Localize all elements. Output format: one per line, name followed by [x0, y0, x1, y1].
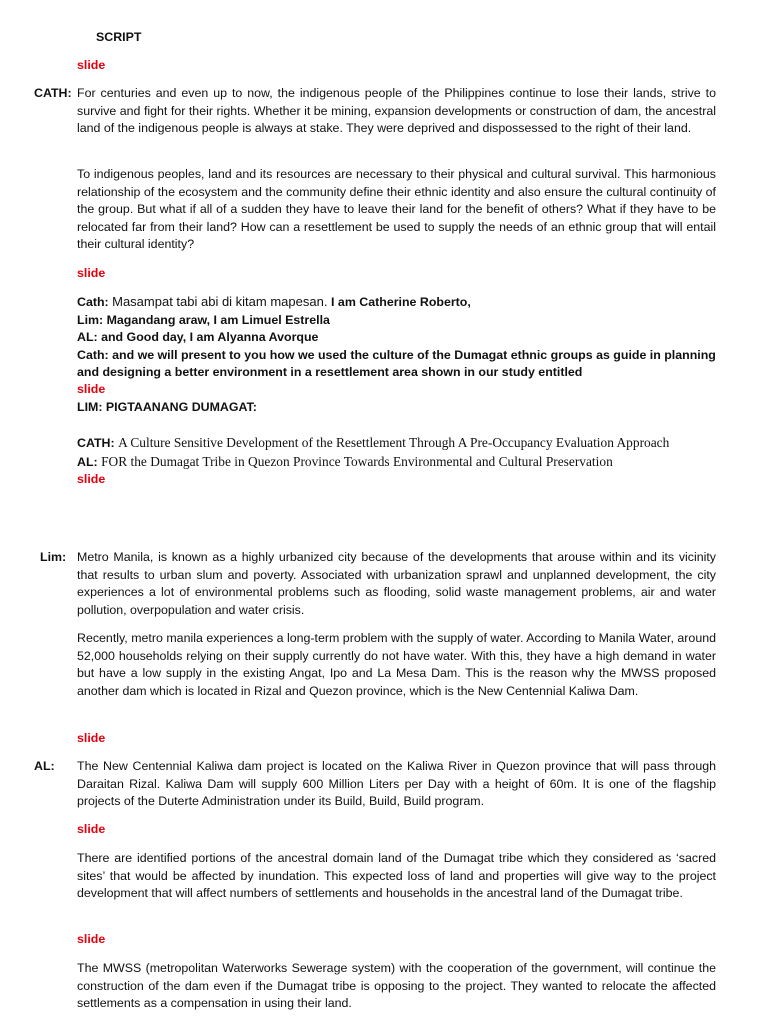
lim-title-line: LIM: PIGTAANANG DUMAGAT: — [77, 400, 257, 414]
slide-marker: slide — [77, 58, 106, 72]
slide-marker: slide — [77, 472, 106, 486]
paragraph-7: The MWSS (metropolitan Waterworks Sewerage system) with the cooperation of the government, will continue the construction of the dam even if the Dumagat tribe is opposing to the project. They wanted to relocate the affected settlements as a compensation in using their land. — [77, 961, 716, 1010]
paragraph-2: To indigenous peoples, land and its resources are necessary to their physical and cultural survival. This harmonious relationship of the ecosystem and the community define their ethnic identity and also ensure the cultural continuity of the group. But what if all of a sudden they have to leave their land for the benefit of others? What if they have to be relocated far from their land? How can a resettlement be used to supply the needs of an ethnic group that will entail their cultural identity? — [77, 167, 716, 251]
slide-marker: slide — [77, 822, 106, 836]
speaker-label-al: AL: — [34, 759, 55, 773]
paragraph-5: The New Centennial Kaliwa dam project is located on the Kaliwa River in Quezon province that will pass through Daraitan Rizal. Kaliwa Dam will supply 600 Million Liters per Day with a height of 60m. It is one of the flagship projects of the Duterte Administration under its Build, Build, Build program. — [77, 759, 716, 808]
cath-title-line — [77, 434, 737, 453]
cath-title-prefix: CATH: — [77, 436, 119, 450]
al-title-text: FOR the Dumagat Tribe in Quezon Province Towards Environmental and Cultural Preservation — [101, 453, 613, 469]
slide-marker: slide — [77, 266, 106, 280]
al-title-line — [77, 453, 737, 472]
al-title-prefix: AL: — [77, 454, 102, 469]
intro-cath2-line: Cath: and we will present to you how we used the culture of the Dumagat ethnic groups as guide in planning and designing a better environment in a resettlement area shown in our study entitled — [77, 347, 716, 379]
slide-marker: slide — [77, 731, 106, 745]
speaker-label-cath: CATH: — [34, 86, 72, 100]
intro-lim-line: Lim: Magandang araw, I am Limuel Estrella — [77, 312, 330, 327]
paragraph-3: Metro Manila, is known as a highly urbanized city because of the developments that arouse within and its vicinity that results to urban slum and poverty. Associated with urbanization sprawl and unplanned development, the city experiences a lot of environmental problems such as flooding, solid waste management problems, air and water pollution, overpopulation and water crisis. — [77, 550, 716, 617]
intro-cath-greeting: Masampat tabi abi di kitam mapesan. — [112, 294, 332, 309]
paragraph-1: For centuries and even up to now, the indigenous people of the Philippines continue to lose their lands, strive to survive and fight for their rights. Whether it be mining, expansion developments or construction of dam, the ancestral land of the indigenous people is always at stake. They were deprived and dispossessed to the right of their land. — [77, 86, 716, 135]
intro-al-line: AL: and Good day, I am Alyanna Avorque — [77, 330, 319, 344]
cath-title-text: A Culture Sensitive Development of the Resettlement Through A Pre-Occupancy Evaluation Approach — [118, 435, 670, 450]
slide-marker: slide — [77, 932, 106, 946]
intro-cath-line — [77, 293, 716, 312]
intro-cath-prefix: Cath: — [77, 295, 113, 309]
paragraph-4: Recently, metro manila experiences a long-term problem with the supply of water. According to Manila Water, around 52,000 households relying on their supply currently do not have water. With this, they have a high demand in water but have a low supply in the existing Angat, Ipo and La Mesa Dam. This is the reason why the MWSS proposed another dam which is located in Rizal and Quezon province, which is the New Centennial Kaliwa Dam. — [77, 631, 716, 698]
study-title — [77, 434, 737, 471]
introductions — [77, 293, 716, 382]
script-title: SCRIPT — [96, 30, 142, 44]
speaker-label-lim: Lim: — [40, 550, 67, 564]
slide-marker: slide — [77, 382, 106, 396]
intro-cath-name: I am Catherine Roberto, — [331, 295, 471, 309]
paragraph-6: There are identified portions of the ancestral domain land of the Dumagat tribe which they considered as ‘sacred sites’ that would be affected by inundation. This expected loss of land and properties will give way to the project development that will affect numbers of settlements and households in the ancestral land of the Dumagat tribe. — [77, 851, 716, 900]
